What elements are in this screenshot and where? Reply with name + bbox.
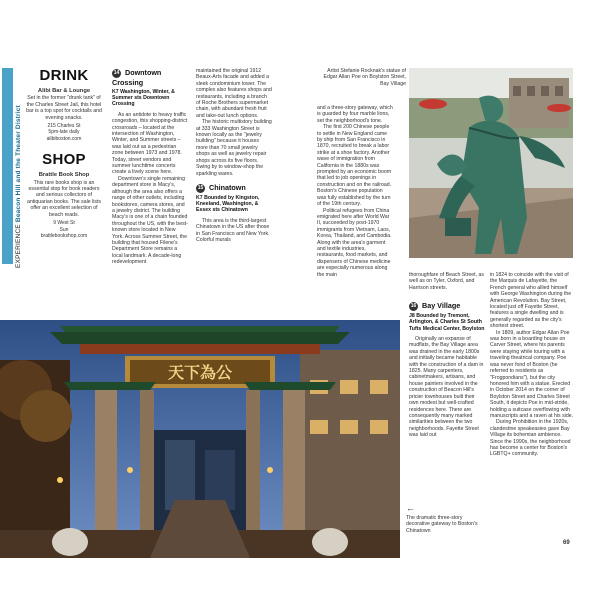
entry-number: 15 bbox=[197, 184, 204, 191]
paragraph: Originally an expanse of mudflats, the Bay Village area was drained in the early 1800s and initially became habitable with the construction of a dam in 1825. Many carpenters, cabinetmakers, artisans, and house painters involved in the construction of Beacon Hill's pricier townhouses built their own modest but well-crafted residences here. There are consequently many marked similarities between the two neighborhoods. Fayette Street was laid out bbox=[409, 336, 484, 439]
shop-info bbox=[26, 220, 102, 239]
column-3 bbox=[317, 105, 393, 278]
margin-running-head bbox=[15, 105, 22, 268]
page-number: 69 bbox=[563, 540, 570, 546]
poe-statue-photo bbox=[409, 68, 573, 258]
shop-address: 9 West St bbox=[53, 220, 75, 227]
drink-website: alibiboston.com bbox=[46, 135, 82, 142]
downtown-crossing-entry bbox=[112, 68, 188, 266]
gate-caption: ← The dramatic three-story decorative gateway to Boston's Chinatown bbox=[406, 504, 482, 534]
drink-address: 215 Charles St bbox=[47, 123, 81, 130]
paragraph: As an antidote to heavy traffic congestion, this shopping-district crossroads – located at the intersection of Washington, Winter, and Summer streets – was laid out as a pedestrian zone between 1973 and 1978. Today, street vendors and summer lunchtime concerts create a lively scene here. bbox=[112, 111, 188, 176]
paragraph: maintained the original 1912 Beaux-Arts facade and added a sleek condominium tower. The complex also features shops and restaurants, including a branch of Roche Brothers supermarket chain, with abundant fresh fruit and take-out lunch options. bbox=[196, 68, 272, 119]
downtown-crossing-title: 14 Downtown Crossing bbox=[112, 68, 162, 87]
paragraph: Political refugees from China emigrated here after World War II, succeeded by post-1970 immigrants from Vietnam, Laos, Korea, Thailand, and Cambodia. Along with the area's garment and textile industries, restaurants, food markets, and dispensers of Chinese medicine are especially numerous along the main bbox=[317, 207, 392, 278]
drink-info bbox=[26, 123, 102, 142]
column-5 bbox=[490, 272, 574, 458]
paragraph: The first 200 Chinese people to settle in New England came by ship from San Francisco in 1870, recruited to break a labor strike at a shoe factory. Another wave of immigration from California in the 1880s was prompted by an economic boom that led to job openings in construction and on the railroad. Boston's Chinese population was fully established by the turn of the 19th century. bbox=[317, 124, 392, 208]
shop-website: brattlebookshop.com bbox=[40, 232, 88, 239]
bay-village-address: J8 Bounded by Tremont, Arlington, & Charles St South Tufts Medical Center, Boylston bbox=[409, 312, 485, 332]
sidebar bbox=[26, 68, 102, 239]
column-4 bbox=[409, 272, 485, 439]
shop-name: Brattle Book Shop bbox=[38, 172, 90, 179]
chinatown-title: 15 Chinatown bbox=[197, 182, 246, 192]
statue-caption: Artist Stefanie Rocknak's statue of Edgar Allan Poe on Boylston Street, Bay Village bbox=[323, 68, 406, 87]
drink-heading: DRINK bbox=[39, 67, 89, 84]
paragraph: In 1809, author Edgar Allan Poe was born in a boarding house on Carver Street, where his parents were staying while touring with a traveling theatrical company. Poe was never fond of Boston (he referred to residents as "Frogpondians"), but the city honored him with a statue. Erected in October 2014 on the corner of Boylston Street and Charles Street South, it depicts Poe in mid-stride, holding a suitcase overflowing with manuscripts and a raven at his side. bbox=[490, 329, 574, 419]
arrow-left-icon: ← bbox=[406, 503, 415, 513]
paragraph: During Prohibition in the 1920s, clandestine speakeasies gave Bay Village its bohemian ambience. Since the 1990s, the neighborhood has become a center for Boston's LGBTQ+ community. bbox=[490, 419, 571, 458]
bay-village-title: 16 Bay Village bbox=[410, 301, 461, 311]
paragraph: Downtown's single remaining department store is Macy's, although the area also offers a range of other outlets, including bookstores, camera stores, and a jewelry district. The building Macy's is one of a chain founded throughout the US, with the best-known store located in New York. Across Summer Street, the building that housed Filene's Department Store remains a local landmark. A decade-long redevelopment bbox=[112, 175, 188, 266]
chinatown-address: K7 Bounded by Kingston, Kneeland, Washington, & Essex sts Chinatown bbox=[196, 194, 260, 214]
paragraph: thoroughfare of Beach Street, as well as on Tyler, Oxford, and Harrison streets. bbox=[409, 272, 484, 291]
margin-area: Beacon Hill and the Theater District bbox=[15, 105, 22, 223]
paragraph: This area is the third-largest Chinatown in the US after those in San Francisco and New York. Colorful murals bbox=[196, 217, 270, 243]
paragraph: and a three-story gateway, which is guarded by four marble lions, set the neighborhood's tone. bbox=[317, 105, 393, 124]
drink-body: Set in the former "drunk tank" of the Charles Street Jail, this hotel bar is a top spot for cocktails and evening snacks. bbox=[26, 95, 102, 121]
entry-number: 16 bbox=[410, 302, 417, 309]
gate-sign-text: 天下為公 bbox=[167, 363, 233, 382]
margin-section: EXPERIENCE bbox=[15, 224, 22, 268]
shop-heading: SHOP bbox=[42, 151, 86, 169]
column-2 bbox=[196, 68, 272, 243]
chinatown-gate-photo bbox=[0, 320, 400, 558]
paragraph: The historic multistory building at 333 Washington Street is known locally as the "jewelry building" because it houses more than 70 small jewelry shops as well as jewelry repair shops across its five floors. Swing by to window-shop the sparkling wares. bbox=[196, 119, 272, 177]
shop-closed: Sun bbox=[59, 226, 69, 233]
paragraph: in 1824 to coincide with the visit of the Marquis de Lafayette, the French general who allied himself with George Washington during the American Revolution. Bay Street, located just off Fayette Street, features a single dwelling and is generally regarded as the city's shortest street. bbox=[490, 272, 572, 330]
entry-number: 14 bbox=[113, 69, 120, 76]
section-tab bbox=[2, 68, 13, 264]
downtown-crossing-address: K7 Washington, Winter, & Summer sts Downtown Crossing bbox=[112, 88, 175, 108]
drink-hours: 5pm-late daily bbox=[48, 129, 80, 136]
shop-body: This rare books shop is an essential stop for book readers and serious collectors of antiquarian books. The sale lists offer an excellent selection of beach reads. bbox=[26, 179, 101, 218]
drink-name: Alibi Bar & Lounge bbox=[37, 88, 91, 94]
